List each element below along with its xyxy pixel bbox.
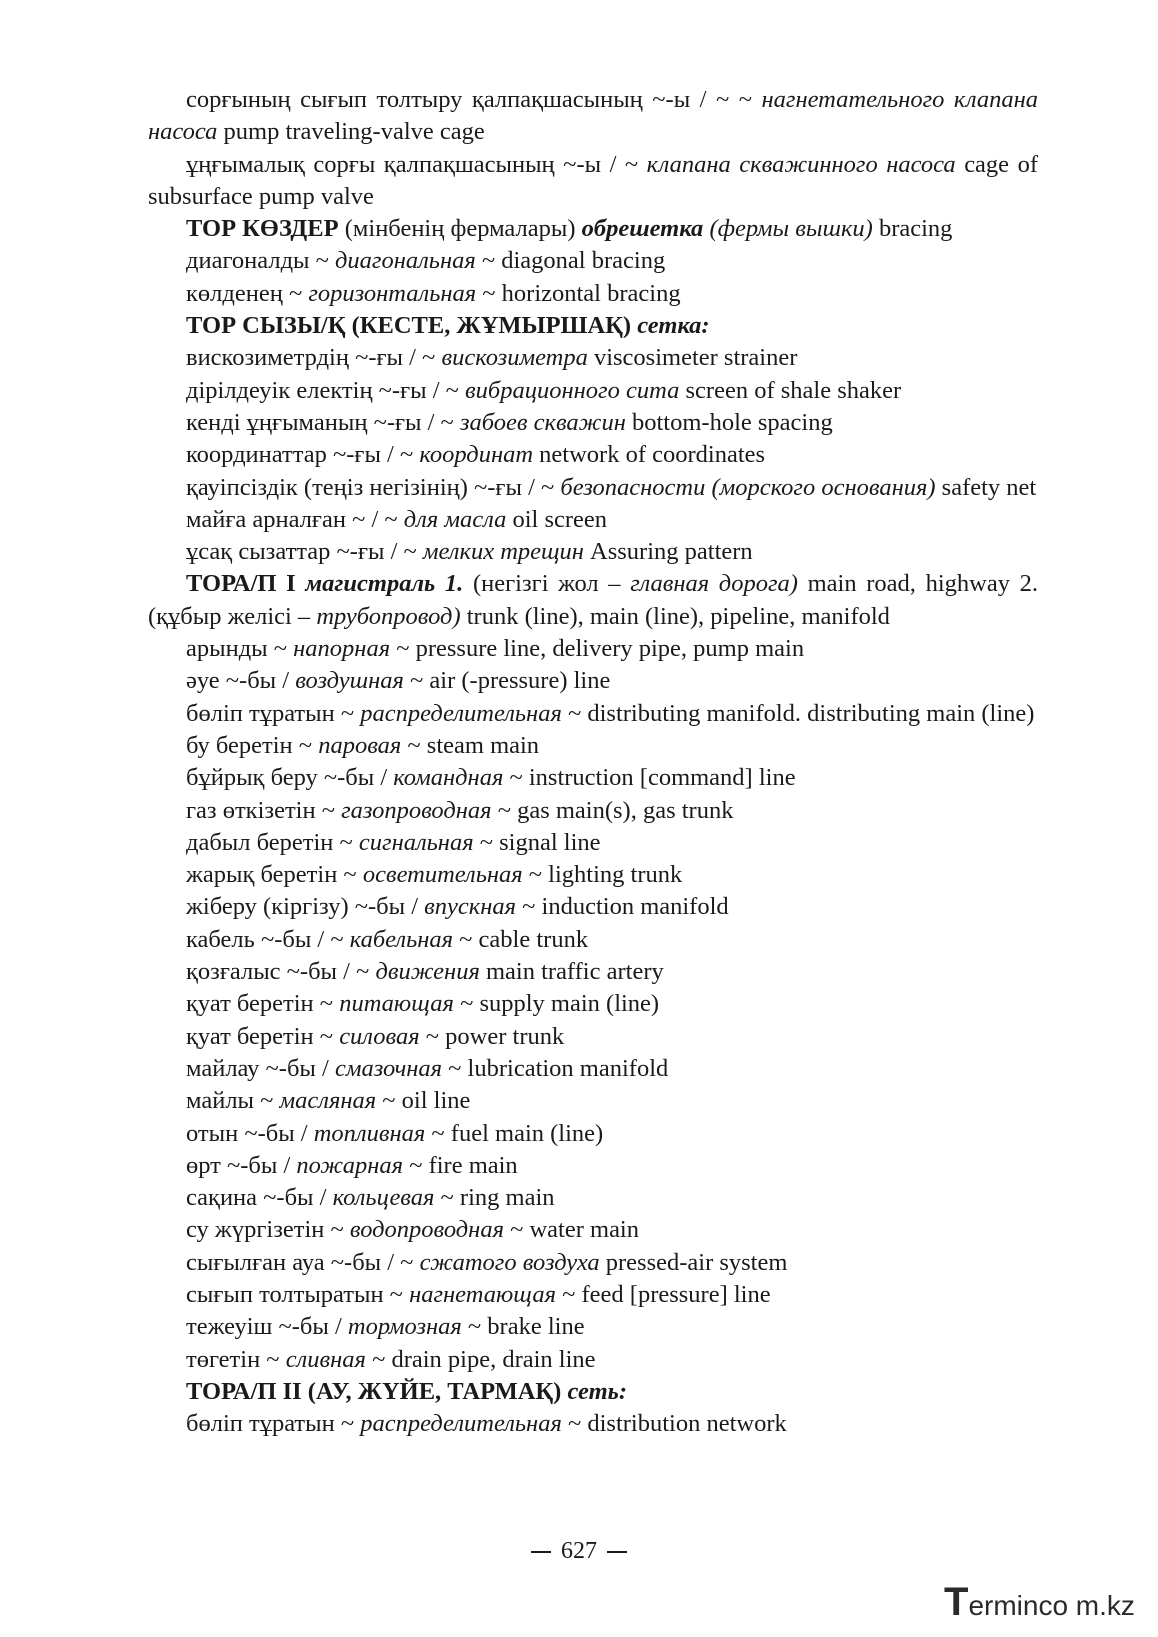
entry-text: network of coordinates [533,441,766,469]
entry-line [148,1021,1038,1053]
entry-text: ~ fuel main (line) [425,1119,604,1147]
entry-text: (мінбенің фермалары) [338,215,582,243]
entry-text [296,570,306,597]
entry-text: кабель ~-бы / ~ [186,925,350,953]
headword-russian: магистраль 1. [305,570,464,598]
russian-term: сигнальная [358,828,474,856]
entry-text: сығылған ауа ~-бы / ~ [186,1248,420,1276]
entry-text: координаттар ~-ғы / ~ [186,441,420,469]
entry-text: ~ instruction [command] line [503,764,796,792]
entry-line [148,795,1038,827]
entry-text: сақина ~-бы / [186,1184,333,1212]
russian-term: нагнетательного клапана насоса [148,86,1039,146]
entry-text: Assuring pattern [583,538,753,566]
dictionary-page [148,84,1038,1440]
entry-text: ~ lighting trunk [522,861,683,889]
page-number-text: 627 [561,1538,597,1564]
russian-term: тормозная [347,1313,462,1341]
entry-line [148,1279,1038,1311]
russian-term: кабельная [349,925,454,953]
entry-text: ~ feed [pressure] line [556,1280,771,1308]
russian-term: для масла [403,505,507,533]
russian-term: питающая [339,990,454,1018]
entry-line [148,924,1038,956]
entry-text: ~ drain pipe, drain line [365,1345,596,1373]
entry-line [148,84,1038,149]
entry-text: ~ ring main [434,1184,555,1212]
entry-line [148,859,1038,891]
entry-text: ~ supply main (line) [453,990,660,1018]
entry-text: ~ pressure line, delivery pipe, pump main [390,635,805,663]
entry-text: жіберу (кіргізу) ~-бы / [186,893,425,921]
russian-term: сливная [285,1345,366,1373]
entry-text: бұйрық беру ~-бы / [186,764,394,792]
entry-text: ~ water main [503,1216,639,1244]
watermark-letter: T [944,1580,969,1624]
russian-term: газопроводная [341,796,492,824]
entry-line [148,1247,1038,1279]
russian-term: топливная [313,1119,426,1147]
russian-term: распределительная [360,699,562,727]
entry-line [148,698,1038,730]
page-number-left-dash [531,1551,551,1553]
page-number-right-dash [607,1551,627,1553]
entry-text: арынды ~ [186,635,294,663]
entry-text: (негізгі жол – [463,570,631,598]
entry-text: ~ oil line [376,1087,471,1115]
entry-text: oil screen [506,505,608,533]
entry-text: ~ power trunk [419,1022,565,1050]
headword-russian: сетка: [637,312,710,340]
entry-text: ~ cable trunk [453,925,589,953]
entry-text: бөліп тұратын ~ [186,1410,361,1438]
russian-term: силовая [339,1022,420,1050]
entry-text: қуат беретін ~ [186,1022,340,1050]
entry-text: ~ lubrication manifold [442,1054,669,1082]
entry-text: бу беретін ~ [186,731,319,759]
entry-text: қуат беретін ~ [186,990,340,1018]
russian-term: командная [393,764,504,792]
headword-kazakh: ТОР СЫЗЫ/Қ (КЕСТЕ, ЖҰМЫРШАҚ) [186,312,632,340]
entry-text: bottom-hole spacing [625,408,833,436]
headword-kazakh: ТОРА/П I [186,570,296,598]
russian-term: вискозиметра [441,344,588,372]
entry-headword-line [148,213,1038,245]
entry-text: дабыл беретін ~ [186,828,359,856]
entry-line [148,407,1038,439]
entry-text: screen of shale shaker [679,376,902,404]
entry-text: trunk (line), main (line), pipeline, manifold [460,602,890,630]
entry-text: төгетін ~ [186,1345,286,1373]
entry-line [148,1118,1038,1150]
entry-text: газ өткізетін ~ [186,796,342,824]
russian-term: вибрационного сита [465,376,680,404]
entry-line [148,149,1038,214]
entry-text: әуе ~-бы / [186,667,296,695]
entry-text: майға арналған ~ / ~ [186,505,404,533]
entry-line [148,439,1038,471]
entry-text: ~ horizontal bracing [476,279,681,307]
entry-line [148,278,1038,310]
russian-term: смазочная [334,1054,443,1082]
entry-text: ~ fire main [403,1151,518,1179]
entry-line [148,375,1038,407]
entry-text: майлы ~ [186,1087,280,1115]
russian-term: паровая [318,731,402,759]
entry-text: ~ air (-pressure) line [403,667,611,695]
entry-text: бөліп тұратын ~ [186,699,361,727]
entry-text: ~ induction manifold [516,893,729,921]
entry-line [148,536,1038,568]
termincom-watermark-logo [944,1578,1144,1622]
entry-line [148,827,1038,859]
russian-term: мелких трещин [422,538,584,566]
russian-term: распределительная [360,1410,562,1438]
entry-headword-line [148,1376,1038,1408]
russian-term: горизонтальная [308,279,477,307]
entry-text: ~ signal line [473,828,601,856]
entry-text: ~ brake line [461,1313,585,1341]
russian-term: воздушная [295,667,404,695]
entry-line [148,472,1038,504]
entry-text: қозғалыс ~-бы / ~ [186,958,376,986]
entry-line [148,956,1038,988]
russian-term: движения [375,958,480,986]
entry-line [148,1085,1038,1117]
entry-text: ~ steam main [401,731,540,759]
entry-text: көлденең ~ [186,279,309,307]
entry-line [148,988,1038,1020]
entry-line [148,1053,1038,1085]
entry-text: ~ gas main(s), gas trunk [491,796,734,824]
headword-kazakh: ТОРА/П II (АУ, ЖҮЙЕ, ТАРМАҚ) [186,1377,562,1405]
entry-text: сорғының сығып толтыру қалпақшасының ~-ы / ~ ~ [186,86,762,113]
entry-line [148,504,1038,536]
russian-term: (фермы вышки) [703,215,873,243]
entry-line [148,1150,1038,1182]
entry-text: кенді ұңғыманың ~-ғы / ~ [186,408,460,436]
entry-text: өрт ~-бы / [186,1151,297,1179]
entry-text: жарық беретін ~ [186,861,363,889]
entry-line [148,1344,1038,1376]
headword-russian: обрешетка [581,215,704,243]
entry-text: сығып толтыратын ~ [186,1280,410,1308]
entry-line [148,1311,1038,1343]
russian-term: впускная [424,893,517,921]
entry-line [148,245,1038,277]
entry-text: bracing [872,215,953,243]
russian-term: координат [419,441,534,469]
headword-russian: сеть: [567,1377,627,1405]
entry-line [148,342,1038,374]
entry-line [148,633,1038,665]
entry-text: ұсақ сызаттар ~-ғы / ~ [186,538,423,566]
russian-term: главная дорога) [630,570,798,598]
entry-text: ~ distribution network [561,1410,787,1438]
entry-line [148,1214,1038,1246]
entry-text: отын ~-бы / [186,1119,314,1147]
entry-text: main traffic artery [479,958,664,986]
entry-text: ~ distributing manifold. distributing main (line) [561,699,1035,727]
entry-text: viscosimeter strainer [587,344,798,372]
headword-kazakh: ТОР КӨЗДЕР [186,215,339,243]
entry-text: тежеуіш ~-бы / [186,1313,348,1341]
entry-line [148,1408,1038,1440]
entry-line [148,762,1038,794]
russian-term: нагнетающая [409,1280,556,1308]
entry-line [148,891,1038,923]
watermark-text: erminco m.kz [968,1590,1135,1621]
entry-headword-line [148,568,1038,633]
entry-headword-line [148,310,1038,342]
entry-text: safety net [935,473,1037,501]
russian-term: кольцевая [332,1184,435,1212]
entry-text: ұңғымалық сорғы қалпақшасының ~-ы / ~ [186,150,647,178]
russian-term: водопроводная [349,1216,504,1244]
entry-text: main road, highway 2. (құбыр желісі – [148,570,1038,630]
russian-term: пожарная [296,1151,404,1179]
russian-term: масляная [279,1087,377,1115]
russian-term: диагональная [335,247,476,275]
entry-text: ~ diagonal bracing [475,247,666,275]
russian-term: клапана скважинного насоса [646,150,956,178]
russian-term: безопасности (морского основания) [560,473,936,501]
entry-line [148,730,1038,762]
entry-line [148,1182,1038,1214]
entry-text: қауіпсіздік (теңіз негізінің) ~-ғы / ~ [186,473,561,501]
russian-term: напорная [293,635,391,663]
entry-text: cage of subsurface pump valve [148,150,1038,210]
russian-term: забоев скважин [459,408,626,436]
entry-text: pressed-air system [599,1248,788,1276]
russian-term: осветительная [362,861,523,889]
russian-term: трубопровод) [316,602,461,630]
entry-text: вискозиметрдің ~-ғы / ~ [186,344,442,372]
entry-text: диагоналды ~ [186,247,335,275]
russian-term: сжатого воздуха [419,1248,600,1276]
entry-text: дірілдеуік електің ~-ғы / ~ [186,376,466,404]
entry-line [148,665,1038,697]
page-number [0,1538,1158,1565]
entry-text: су жүргізетін ~ [186,1216,350,1244]
entry-text: pump traveling-valve cage [217,118,485,146]
entry-text: майлау ~-бы / [186,1054,335,1082]
